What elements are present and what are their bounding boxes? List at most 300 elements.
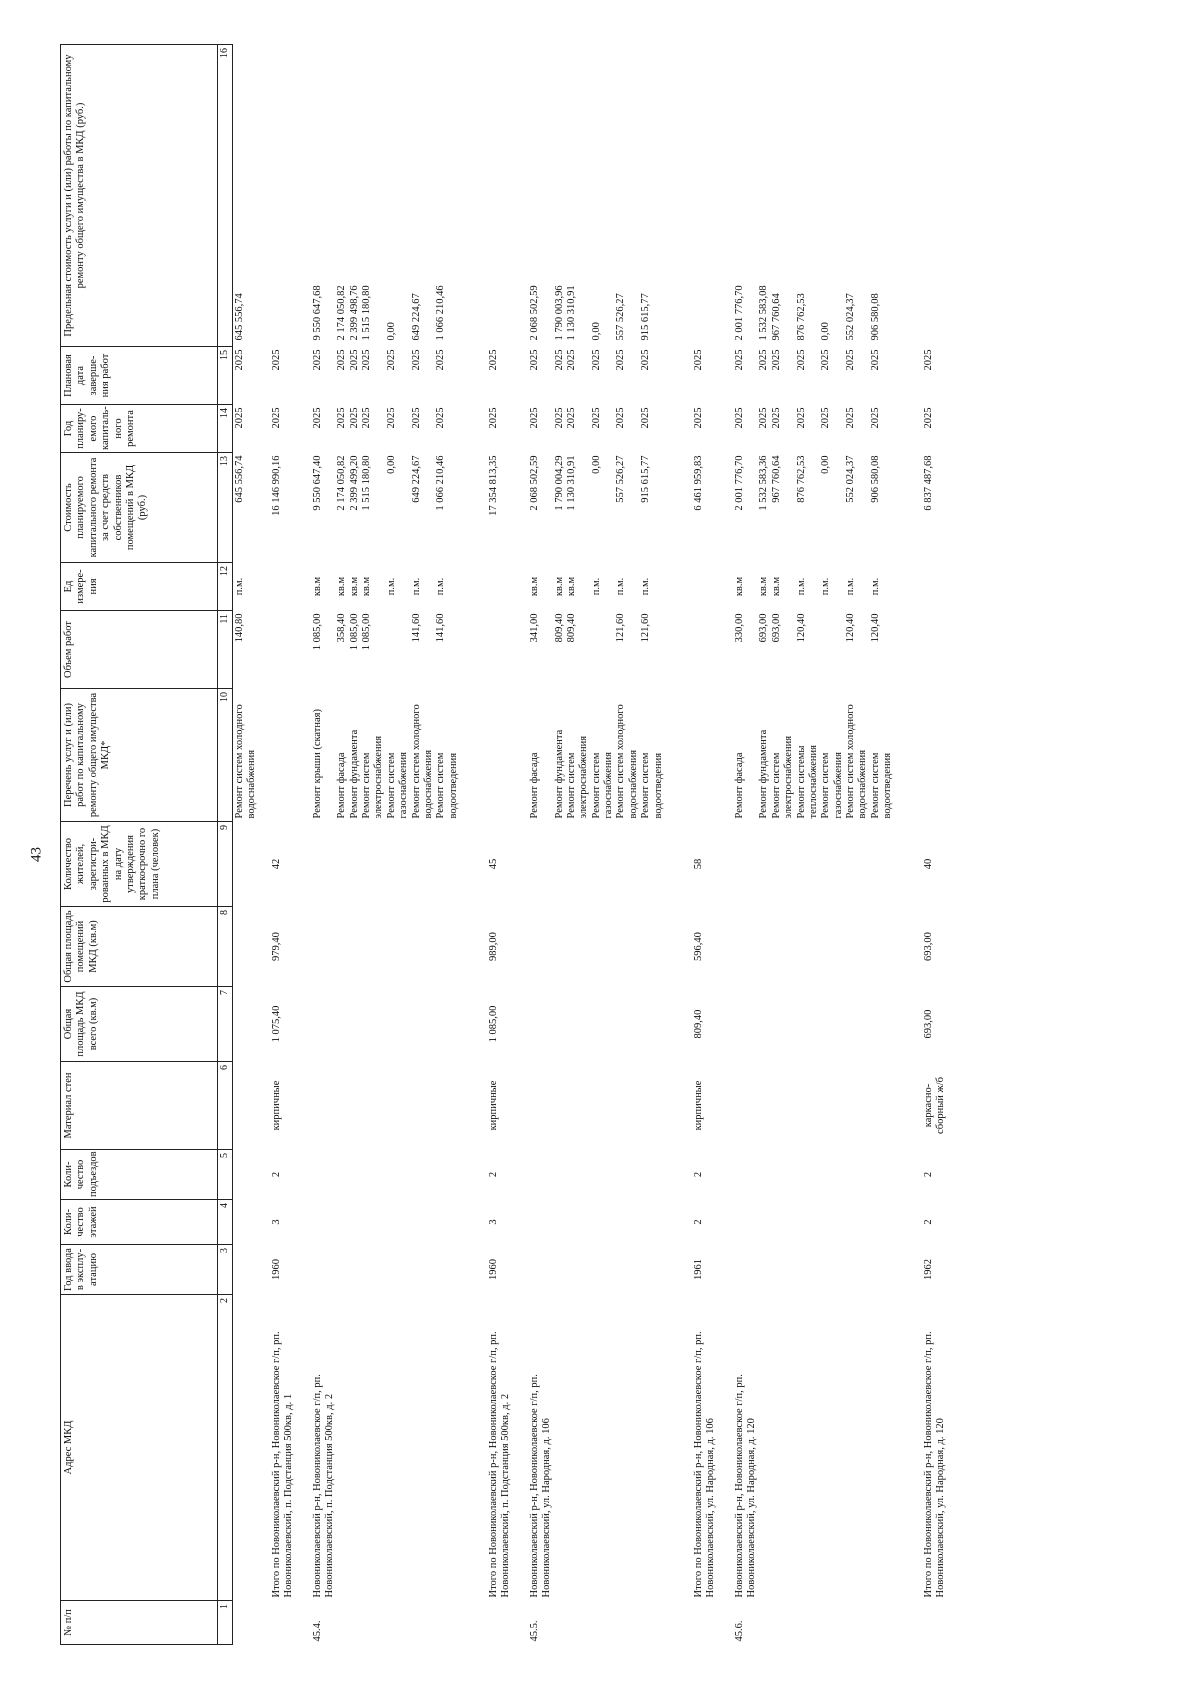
- year-built-cell: 1960: [270, 1259, 282, 1280]
- empty-cell: [513, 1150, 529, 1200]
- unit-cell: п.м.: [385, 577, 397, 596]
- empty-cell: [529, 1062, 554, 1150]
- empty-cell: [296, 1200, 312, 1245]
- unit-cell: п.м.: [795, 577, 807, 596]
- empty-cell: [460, 1150, 476, 1200]
- empty-cell: [796, 822, 821, 907]
- residents-cell: 58: [692, 858, 704, 870]
- cost-cell: 906 580,08: [869, 455, 881, 503]
- empty-cell: [411, 1245, 436, 1295]
- empty-cell: [665, 689, 681, 822]
- table-row: [233, 45, 259, 1645]
- year-cell: 2025: [348, 407, 360, 429]
- empty-cell: [718, 1245, 734, 1295]
- empty-cell: [681, 689, 718, 822]
- end-date-cell: 2025: [795, 349, 807, 371]
- year-cell: 2025: [733, 407, 745, 429]
- table-row: [566, 45, 591, 1645]
- empty-cell: [566, 822, 591, 907]
- empty-cell: [513, 689, 529, 822]
- volume-cell: 121,60: [615, 613, 627, 643]
- column-number: 7: [218, 987, 233, 1062]
- work-name-cell: Ремонт систем холодного водоснабжения: [234, 704, 258, 819]
- empty-cell: [758, 1200, 770, 1245]
- empty-cell: [895, 1200, 911, 1245]
- column-header: № п/п: [61, 1601, 218, 1645]
- end-date-cell: 2025: [733, 349, 745, 371]
- empty-cell: [513, 347, 529, 405]
- empty-cell: [796, 1245, 821, 1295]
- empty-cell: [870, 1245, 895, 1295]
- year-cell: 2025: [845, 407, 856, 429]
- empty-cell: [870, 907, 895, 987]
- column-number: 14: [218, 405, 233, 453]
- table-row: [758, 45, 770, 1645]
- column-number: 3: [218, 1245, 233, 1295]
- spacer-row: [895, 45, 911, 1645]
- unit-cell: кв.м: [361, 576, 372, 597]
- empty-cell: [312, 822, 337, 907]
- empty-cell: [349, 822, 361, 907]
- empty-cell: [665, 405, 681, 453]
- empty-cell: [411, 822, 436, 907]
- empty-cell: [895, 563, 911, 611]
- empty-cell: [361, 1245, 386, 1295]
- empty-cell: [460, 563, 476, 611]
- total-label-cell: Итого по Новониколаевский р-н, Новониколаевское г/п, рп. Новониколаевский, ул. Народная, д. 106: [692, 1331, 717, 1598]
- work-name-cell: Ремонт систем холодного водоснабжения: [845, 704, 869, 819]
- empty-cell: [895, 45, 911, 347]
- item-number-cell: 45.6.: [733, 1620, 745, 1642]
- empty-cell: [336, 907, 348, 987]
- empty-cell: [336, 1062, 348, 1150]
- work-name-cell: Ремонт систем холодного водоснабжения: [615, 704, 639, 819]
- floors-cell: 2: [922, 1219, 934, 1225]
- empty-cell: [296, 987, 312, 1062]
- empty-cell: [460, 1200, 476, 1245]
- empty-cell: [665, 1295, 681, 1601]
- spacer-row: [718, 45, 734, 1645]
- column-number: 6: [218, 1062, 233, 1150]
- area-total-cell: 1 075,40: [270, 1005, 282, 1043]
- empty-cell: [435, 822, 460, 907]
- empty-cell: [591, 1200, 616, 1245]
- area-rooms-cell: 979,40: [270, 932, 282, 961]
- table-row: [554, 45, 566, 1645]
- year-cell: 2025: [615, 407, 627, 429]
- empty-cell: [895, 1062, 911, 1150]
- empty-cell: [870, 822, 895, 907]
- column-number: 10: [218, 689, 233, 822]
- empty-cell: [296, 453, 312, 563]
- empty-cell: [591, 987, 616, 1062]
- empty-cell: [336, 987, 348, 1062]
- empty-cell: [411, 987, 436, 1062]
- empty-cell: [796, 1150, 821, 1200]
- work-name-cell: Ремонт фундамента: [758, 729, 770, 819]
- column-header: Объем работ: [61, 611, 218, 689]
- table-row: [870, 45, 895, 1645]
- year-cell: 2025: [795, 407, 807, 429]
- table-row: [796, 45, 821, 1645]
- empty-cell: [820, 907, 845, 987]
- end-date-cell: 2025: [615, 349, 627, 371]
- empty-cell: [513, 45, 529, 347]
- empty-cell: [820, 987, 845, 1062]
- empty-cell: [820, 1601, 845, 1645]
- unit-cell: п.м.: [410, 577, 422, 596]
- volume-cell: 358,40: [336, 613, 348, 643]
- empty-cell: [529, 907, 554, 987]
- table-row: [734, 45, 759, 1645]
- end-date-cell: 2025: [758, 349, 770, 371]
- column-header: Год планиру-емого капиталь-ного ремонта: [61, 405, 218, 453]
- empty-cell: [386, 1601, 411, 1645]
- column-header: Ед измере-ния: [61, 563, 218, 611]
- empty-cell: [312, 1150, 337, 1200]
- work-name-cell: Ремонт фундамента: [348, 729, 360, 819]
- cost-cell: 649 224,67: [410, 455, 422, 503]
- empty-cell: [566, 1150, 591, 1200]
- empty-cell: [460, 689, 476, 822]
- end-date-cell: 2025: [385, 349, 397, 371]
- empty-cell: [435, 1245, 460, 1295]
- cost-cell: 9 550 647,40: [311, 455, 323, 511]
- empty-cell: [615, 1295, 640, 1601]
- table-row: [640, 45, 665, 1645]
- empty-cell: [336, 822, 348, 907]
- empty-cell: [361, 1601, 386, 1645]
- volume-cell: 120,40: [795, 613, 807, 643]
- unit-cell: п.м.: [590, 577, 602, 596]
- empty-cell: [665, 45, 681, 347]
- rotated-page: [60, 45, 1190, 1645]
- empty-cell: [554, 1062, 566, 1150]
- end-date-cell: 2025: [820, 349, 832, 371]
- empty-cell: [820, 822, 845, 907]
- volume-cell: 341,00: [528, 613, 540, 643]
- empty-cell: [734, 1150, 759, 1200]
- volume-cell: 693,00: [770, 613, 782, 643]
- empty-cell: [349, 1062, 361, 1150]
- empty-cell: [665, 987, 681, 1062]
- empty-cell: [349, 1200, 361, 1245]
- total-label-cell: Итого по Новониколаевский р-н, Новониколаевское г/п, рп. Новониколаевский, п. Подстанция 500кв, д. 1: [270, 1331, 295, 1598]
- work-name-cell: Ремонт систем холодного водоснабжения: [410, 704, 434, 819]
- empty-cell: [665, 1150, 681, 1200]
- empty-cell: [312, 1062, 337, 1150]
- cost-cell: 0,00: [590, 455, 602, 474]
- end-date-cell: 2025: [770, 349, 782, 371]
- empty-cell: [259, 689, 296, 822]
- empty-cell: [665, 1062, 681, 1150]
- empty-cell: [796, 1062, 821, 1150]
- total-label-cell: Итого по Новониколаевский р-н, Новониколаевское г/п, рп. Новониколаевский, ул. Народная, д. 120: [922, 1331, 946, 1598]
- empty-cell: [566, 907, 591, 987]
- empty-cell: [312, 1200, 337, 1245]
- empty-cell: [513, 1295, 529, 1601]
- empty-cell: [681, 563, 718, 611]
- address-cell: Новониколаевский р-н, Новониколаевское г/п, рп. Новониколаевский, ул. Народная, д. 120: [733, 1374, 757, 1598]
- cost-cell: 2 399 499,20: [348, 455, 360, 511]
- empty-cell: [771, 1150, 796, 1200]
- walls-cell: кирпичные: [270, 1080, 282, 1131]
- year-cell: 2025: [869, 407, 881, 429]
- empty-cell: [554, 1245, 566, 1295]
- residents-cell: 40: [922, 858, 934, 870]
- empty-cell: [476, 689, 513, 822]
- volume-cell: 141,60: [435, 613, 447, 643]
- empty-cell: [591, 1601, 616, 1645]
- empty-cell: [435, 1601, 460, 1645]
- empty-cell: [911, 1601, 948, 1645]
- empty-cell: [591, 907, 616, 987]
- year-cell: 2025: [488, 407, 499, 429]
- empty-cell: [460, 611, 476, 689]
- end-date-cell: 2025: [528, 349, 540, 371]
- unit-cell: п.м.: [435, 577, 447, 596]
- empty-cell: [665, 907, 681, 987]
- empty-cell: [591, 822, 616, 907]
- limit-cost-cell: 1 066 210,46: [435, 285, 447, 341]
- empty-cell: [718, 1601, 734, 1645]
- end-date-cell: 2025: [361, 349, 372, 371]
- volume-cell: 330,00: [733, 613, 745, 643]
- empty-cell: [554, 822, 566, 907]
- cost-cell: 16 146 990,16: [270, 455, 282, 516]
- column-header: Общая площадь помещений МКД (кв.м): [61, 907, 218, 987]
- empty-cell: [386, 987, 411, 1062]
- empty-cell: [615, 987, 640, 1062]
- empty-cell: [460, 347, 476, 405]
- cost-cell: 1 532 583,36: [758, 455, 770, 511]
- empty-cell: [845, 1245, 870, 1295]
- year-cell: 2025: [336, 407, 348, 429]
- empty-cell: [591, 1062, 616, 1150]
- empty-cell: [336, 1150, 348, 1200]
- empty-cell: [411, 1062, 436, 1150]
- empty-cell: [718, 987, 734, 1062]
- empty-cell: [386, 1245, 411, 1295]
- year-cell: 2025: [270, 407, 282, 429]
- empty-cell: [386, 1150, 411, 1200]
- end-date-cell: 2025: [640, 349, 652, 371]
- empty-cell: [513, 405, 529, 453]
- empty-cell: [895, 987, 911, 1062]
- work-name-cell: Ремонт фасада: [528, 752, 540, 819]
- empty-cell: [615, 1245, 640, 1295]
- volume-cell: 121,60: [640, 613, 652, 643]
- empty-cell: [296, 689, 312, 822]
- area-rooms-cell: 596,40: [692, 932, 704, 961]
- empty-cell: [681, 1601, 718, 1645]
- empty-cell: [566, 1062, 591, 1150]
- empty-cell: [513, 1062, 529, 1150]
- empty-cell: [349, 907, 361, 987]
- empty-cell: [640, 1245, 665, 1295]
- residents-cell: 45: [488, 858, 499, 870]
- empty-cell: [566, 1601, 591, 1645]
- unit-cell: кв.м: [336, 576, 348, 597]
- empty-cell: [529, 1150, 554, 1200]
- total-label-cell: Итого по Новониколаевский р-н, Новониколаевское г/п, рп. Новониколаевский, п. Подстанция 500кв, д. 2: [488, 1331, 512, 1598]
- empty-cell: [771, 1601, 796, 1645]
- column-header: Коли-чество этажей: [61, 1200, 218, 1245]
- empty-cell: [845, 1295, 870, 1601]
- area-total-cell: 693,00: [922, 1009, 934, 1039]
- table-row: [591, 45, 616, 1645]
- empty-cell: [845, 1601, 870, 1645]
- floors-cell: 2: [692, 1219, 704, 1225]
- unit-cell: кв.м: [528, 576, 540, 597]
- empty-cell: [718, 563, 734, 611]
- address-cell: Новониколаевский р-н, Новониколаевское г/п, рп. Новониколаевский, п. Подстанция 500кв, д. 2: [311, 1374, 335, 1598]
- empty-cell: [411, 907, 436, 987]
- empty-cell: [296, 1601, 312, 1645]
- table-row: [312, 45, 337, 1645]
- empty-cell: [312, 1245, 337, 1295]
- limit-cost-cell: 915 615,77: [640, 293, 652, 341]
- empty-cell: [895, 611, 911, 689]
- empty-cell: [758, 1062, 770, 1150]
- empty-cell: [718, 1062, 734, 1150]
- empty-cell: [771, 822, 796, 907]
- empty-cell: [758, 1150, 770, 1200]
- empty-cell: [296, 1245, 312, 1295]
- empty-cell: [845, 987, 870, 1062]
- empty-cell: [870, 1295, 895, 1601]
- work-name-cell: Ремонт системы теплоснабжения: [795, 745, 819, 819]
- end-date-cell: 2025: [311, 349, 323, 371]
- empty-cell: [718, 347, 734, 405]
- column-number: 2: [218, 1295, 233, 1601]
- unit-cell: п.м.: [234, 577, 245, 596]
- year-built-cell: 1962: [922, 1259, 934, 1280]
- empty-cell: [895, 1601, 911, 1645]
- empty-cell: [435, 907, 460, 987]
- empty-cell: [665, 1245, 681, 1295]
- unit-cell: п.м.: [869, 577, 881, 596]
- empty-cell: [640, 1295, 665, 1601]
- entrances-cell: 2: [922, 1171, 934, 1178]
- column-header: Адрес МКД: [61, 1295, 218, 1601]
- empty-cell: [460, 987, 476, 1062]
- walls-cell: кирпичные: [488, 1080, 499, 1131]
- empty-cell: [845, 1200, 870, 1245]
- year-cell: 2025: [565, 407, 577, 429]
- empty-cell: [361, 822, 386, 907]
- empty-cell: [554, 987, 566, 1062]
- table-row: [349, 45, 361, 1645]
- end-date-cell: 2025: [590, 349, 602, 371]
- unit-cell: кв.м: [733, 576, 745, 597]
- empty-cell: [411, 1601, 436, 1645]
- limit-cost-cell: 649 224,67: [410, 293, 422, 341]
- empty-cell: [411, 1295, 436, 1601]
- volume-cell: [820, 611, 845, 689]
- empty-cell: [615, 1062, 640, 1150]
- empty-cell: [312, 987, 337, 1062]
- empty-cell: [665, 1200, 681, 1245]
- limit-cost-cell: 1 790 003,96: [553, 285, 565, 341]
- end-date-cell: 2025: [348, 349, 360, 371]
- empty-cell: [640, 1150, 665, 1200]
- empty-cell: [361, 1150, 386, 1200]
- empty-cell: [554, 1295, 566, 1601]
- empty-cell: [845, 822, 870, 907]
- column-number: 15: [218, 347, 233, 405]
- empty-cell: [361, 907, 386, 987]
- empty-cell: [845, 907, 870, 987]
- work-name-cell: Ремонт систем электроснабжения: [361, 735, 385, 819]
- end-date-cell: 2025: [922, 349, 934, 371]
- empty-cell: [435, 1150, 460, 1200]
- unit-cell: кв.м: [758, 576, 770, 597]
- year-cell: 2025: [528, 407, 540, 429]
- cost-cell: 2 174 050,82: [336, 455, 348, 511]
- table-row: [361, 45, 386, 1645]
- empty-cell: [681, 611, 718, 689]
- empty-cell: [665, 453, 681, 563]
- work-name-cell: Ремонт систем водоотведения: [640, 752, 664, 819]
- empty-cell: [758, 822, 770, 907]
- empty-cell: [296, 822, 312, 907]
- entrances-cell: 2: [692, 1171, 704, 1178]
- column-number: 12: [218, 563, 233, 611]
- empty-cell: [665, 563, 681, 611]
- empty-cell: [460, 1295, 476, 1601]
- end-date-cell: 2025: [410, 349, 422, 371]
- column-number: 8: [218, 907, 233, 987]
- table-row: [529, 45, 554, 1645]
- table-row: [336, 45, 348, 1645]
- limit-cost-cell: 1 130 310,91: [565, 285, 577, 341]
- empty-cell: [513, 987, 529, 1062]
- end-date-cell: 2025: [553, 349, 565, 371]
- area-rooms-cell: 989,00: [488, 932, 499, 961]
- empty-cell: [554, 1601, 566, 1645]
- empty-cell: [296, 1062, 312, 1150]
- total-row: [259, 45, 296, 1645]
- work-name-cell: Ремонт систем электроснабжения: [770, 735, 795, 819]
- empty-cell: [296, 907, 312, 987]
- empty-cell: [771, 1245, 796, 1295]
- year-cell: 2025: [385, 407, 397, 429]
- year-cell: 2025: [553, 407, 565, 429]
- empty-cell: [845, 1062, 870, 1150]
- column-number: 5: [218, 1150, 233, 1200]
- total-row: [681, 45, 718, 1645]
- limit-cost-cell: 2 068 502,59: [528, 285, 540, 341]
- empty-cell: [640, 1601, 665, 1645]
- empty-cell: [259, 1601, 296, 1645]
- limit-cost-cell: 2 399 498,76: [348, 285, 360, 341]
- volume-cell: 140,80: [234, 613, 245, 643]
- empty-cell: [718, 689, 734, 822]
- work-name-cell: Ремонт систем газоснабжения: [385, 752, 410, 819]
- floors-cell: 3: [488, 1219, 499, 1225]
- empty-cell: [640, 987, 665, 1062]
- empty-cell: [895, 1245, 911, 1295]
- empty-cell: [460, 1245, 476, 1295]
- empty-cell: [796, 1200, 821, 1245]
- empty-cell: [615, 1150, 640, 1200]
- limit-cost-cell: 967 760,64: [770, 293, 782, 341]
- cost-cell: 1 066 210,46: [435, 455, 447, 511]
- unit-cell: кв.м: [770, 576, 782, 597]
- empty-cell: [554, 907, 566, 987]
- year-cell: 2025: [590, 407, 602, 429]
